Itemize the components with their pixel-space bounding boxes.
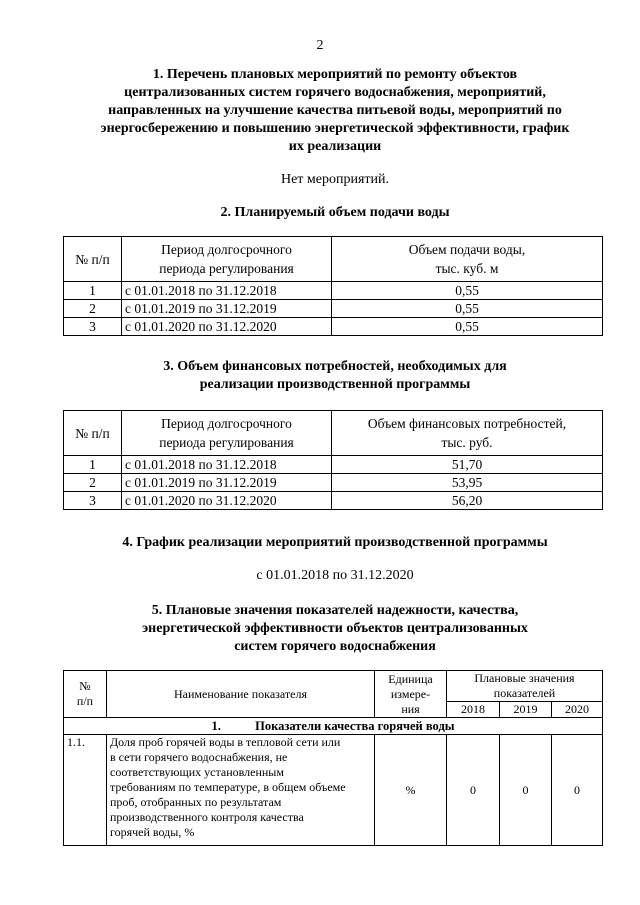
cell-num: 2 bbox=[64, 474, 122, 492]
financial-needs-table bbox=[63, 410, 603, 510]
section1-title-line: централизованных систем горячего водоснабжения, мероприятий, bbox=[124, 85, 546, 100]
header-value bbox=[332, 237, 603, 282]
section5-title bbox=[60, 602, 610, 656]
table-row bbox=[64, 318, 603, 336]
cell-name-line: соответствующих установленным bbox=[110, 765, 284, 779]
header-year: 2018 bbox=[447, 702, 500, 718]
cell-name-line: горячей воды, % bbox=[110, 825, 195, 839]
section5-title-line: энергетической эффективности объектов централизованных bbox=[142, 621, 528, 636]
header-period-line: периода регулирования bbox=[159, 435, 294, 450]
header-value-line: тыс. куб. м bbox=[435, 261, 499, 276]
cell-num: 3 bbox=[64, 318, 122, 336]
section3-title-line: реализации производственной программы bbox=[199, 377, 471, 392]
section1-title-line: 1. Перечень плановых мероприятий по ремонту объектов bbox=[152, 67, 518, 82]
header-num bbox=[64, 671, 107, 718]
section5-title-line: 5. Плановые значения показателей надежности, качества, bbox=[151, 603, 519, 618]
table-header-row bbox=[64, 671, 603, 702]
table-row bbox=[64, 456, 603, 474]
header-num: № п/п bbox=[64, 237, 122, 282]
cell-num: 1 bbox=[64, 456, 122, 474]
cell-period: с 01.01.2018 по 31.12.2018 bbox=[122, 282, 332, 300]
cell-value-2020: 0 bbox=[552, 735, 603, 846]
header-value-line: Объем подачи воды, bbox=[408, 242, 526, 257]
header-unit bbox=[375, 671, 447, 718]
cell-name bbox=[107, 735, 375, 846]
table-header-row bbox=[64, 411, 603, 456]
cell-name-line: требованиям по температуре, в общем объеме bbox=[110, 780, 346, 794]
cell-value: 51,70 bbox=[332, 456, 603, 474]
table-row bbox=[64, 492, 603, 510]
table-row bbox=[64, 735, 603, 846]
cell-value: 53,95 bbox=[332, 474, 603, 492]
group-label: Показатели качества горячей воды bbox=[255, 718, 455, 733]
section1-title bbox=[60, 66, 610, 156]
section1-title-line: энергосбережению и повышению энергетической эффективности, график bbox=[100, 121, 570, 136]
cell-period: с 01.01.2020 по 31.12.2020 bbox=[122, 492, 332, 510]
section3-title bbox=[60, 358, 610, 394]
section1-title-line: направленных на улучшение качества питьевой воды, мероприятий по bbox=[108, 103, 562, 118]
cell-value: 0,55 bbox=[332, 318, 603, 336]
cell-num: 1 bbox=[64, 282, 122, 300]
table-row bbox=[64, 300, 603, 318]
cell-name-line: в сети горячего водоснабжения, не bbox=[110, 750, 288, 764]
cell-period: с 01.01.2019 по 31.12.2019 bbox=[122, 300, 332, 318]
cell-value-2019: 0 bbox=[500, 735, 552, 846]
table-group-row bbox=[64, 718, 603, 735]
header-value-line: Объем финансовых потребностей, bbox=[367, 416, 567, 431]
cell-num: 1.1. bbox=[64, 735, 107, 846]
section1-text: Нет мероприятий. bbox=[280, 172, 390, 187]
header-unit-line: ния bbox=[401, 701, 420, 716]
header-planned bbox=[447, 671, 603, 702]
section2-title: 2. Планируемый объем подачи воды bbox=[220, 205, 450, 220]
cell-unit: % bbox=[375, 735, 447, 846]
table-row bbox=[64, 474, 603, 492]
cell-value: 0,55 bbox=[332, 300, 603, 318]
header-name: Наименование показателя bbox=[107, 671, 375, 718]
header-num-line: п/п bbox=[76, 694, 94, 708]
cell-period: с 01.01.2018 по 31.12.2018 bbox=[122, 456, 332, 474]
cell-value-2018: 0 bbox=[447, 735, 500, 846]
header-planned-line: Плановые значения bbox=[474, 671, 575, 685]
header-planned-line: показателей bbox=[493, 686, 556, 700]
header-period bbox=[122, 237, 332, 282]
header-period bbox=[122, 411, 332, 456]
header-value bbox=[332, 411, 603, 456]
section4-text: с 01.01.2018 по 31.12.2020 bbox=[256, 568, 414, 583]
header-year: 2019 bbox=[500, 702, 552, 718]
header-num: № п/п bbox=[64, 411, 122, 456]
group-heading bbox=[64, 718, 603, 735]
header-period-line: Период долгосрочного bbox=[161, 242, 292, 257]
cell-name-line: производственного контроля качества bbox=[110, 810, 304, 824]
cell-name-line: Доля проб горячей воды в тепловой сети или bbox=[110, 735, 341, 749]
section3-title-line: 3. Объем финансовых потребностей, необходимых для bbox=[163, 359, 507, 374]
header-num-line: № bbox=[79, 679, 91, 693]
cell-num: 2 bbox=[64, 300, 122, 318]
table-row bbox=[64, 282, 603, 300]
group-num: 1. bbox=[211, 718, 221, 733]
section4-title: 4. График реализации мероприятий производственной программы bbox=[122, 535, 548, 550]
cell-name-line: проб, отобранных по результатам bbox=[110, 795, 282, 809]
page-number: 2 bbox=[316, 38, 324, 53]
header-unit-line: Единица bbox=[388, 671, 433, 686]
header-period-line: Период долгосрочного bbox=[161, 416, 292, 431]
cell-value: 0,55 bbox=[332, 282, 603, 300]
table-header-row bbox=[64, 237, 603, 282]
cell-period: с 01.01.2020 по 31.12.2020 bbox=[122, 318, 332, 336]
header-year: 2020 bbox=[552, 702, 603, 718]
water-supply-table bbox=[63, 236, 603, 336]
cell-value: 56,20 bbox=[332, 492, 603, 510]
cell-period: с 01.01.2019 по 31.12.2019 bbox=[122, 474, 332, 492]
header-period-line: периода регулирования bbox=[159, 261, 294, 276]
section5-title-line: систем горячего водоснабжения bbox=[234, 639, 436, 654]
header-value-line: тыс. руб. bbox=[441, 435, 493, 450]
header-unit-line: измере- bbox=[390, 686, 431, 701]
cell-num: 3 bbox=[64, 492, 122, 510]
indicators-table bbox=[63, 670, 603, 846]
section1-title-line: их реализации bbox=[288, 139, 382, 154]
